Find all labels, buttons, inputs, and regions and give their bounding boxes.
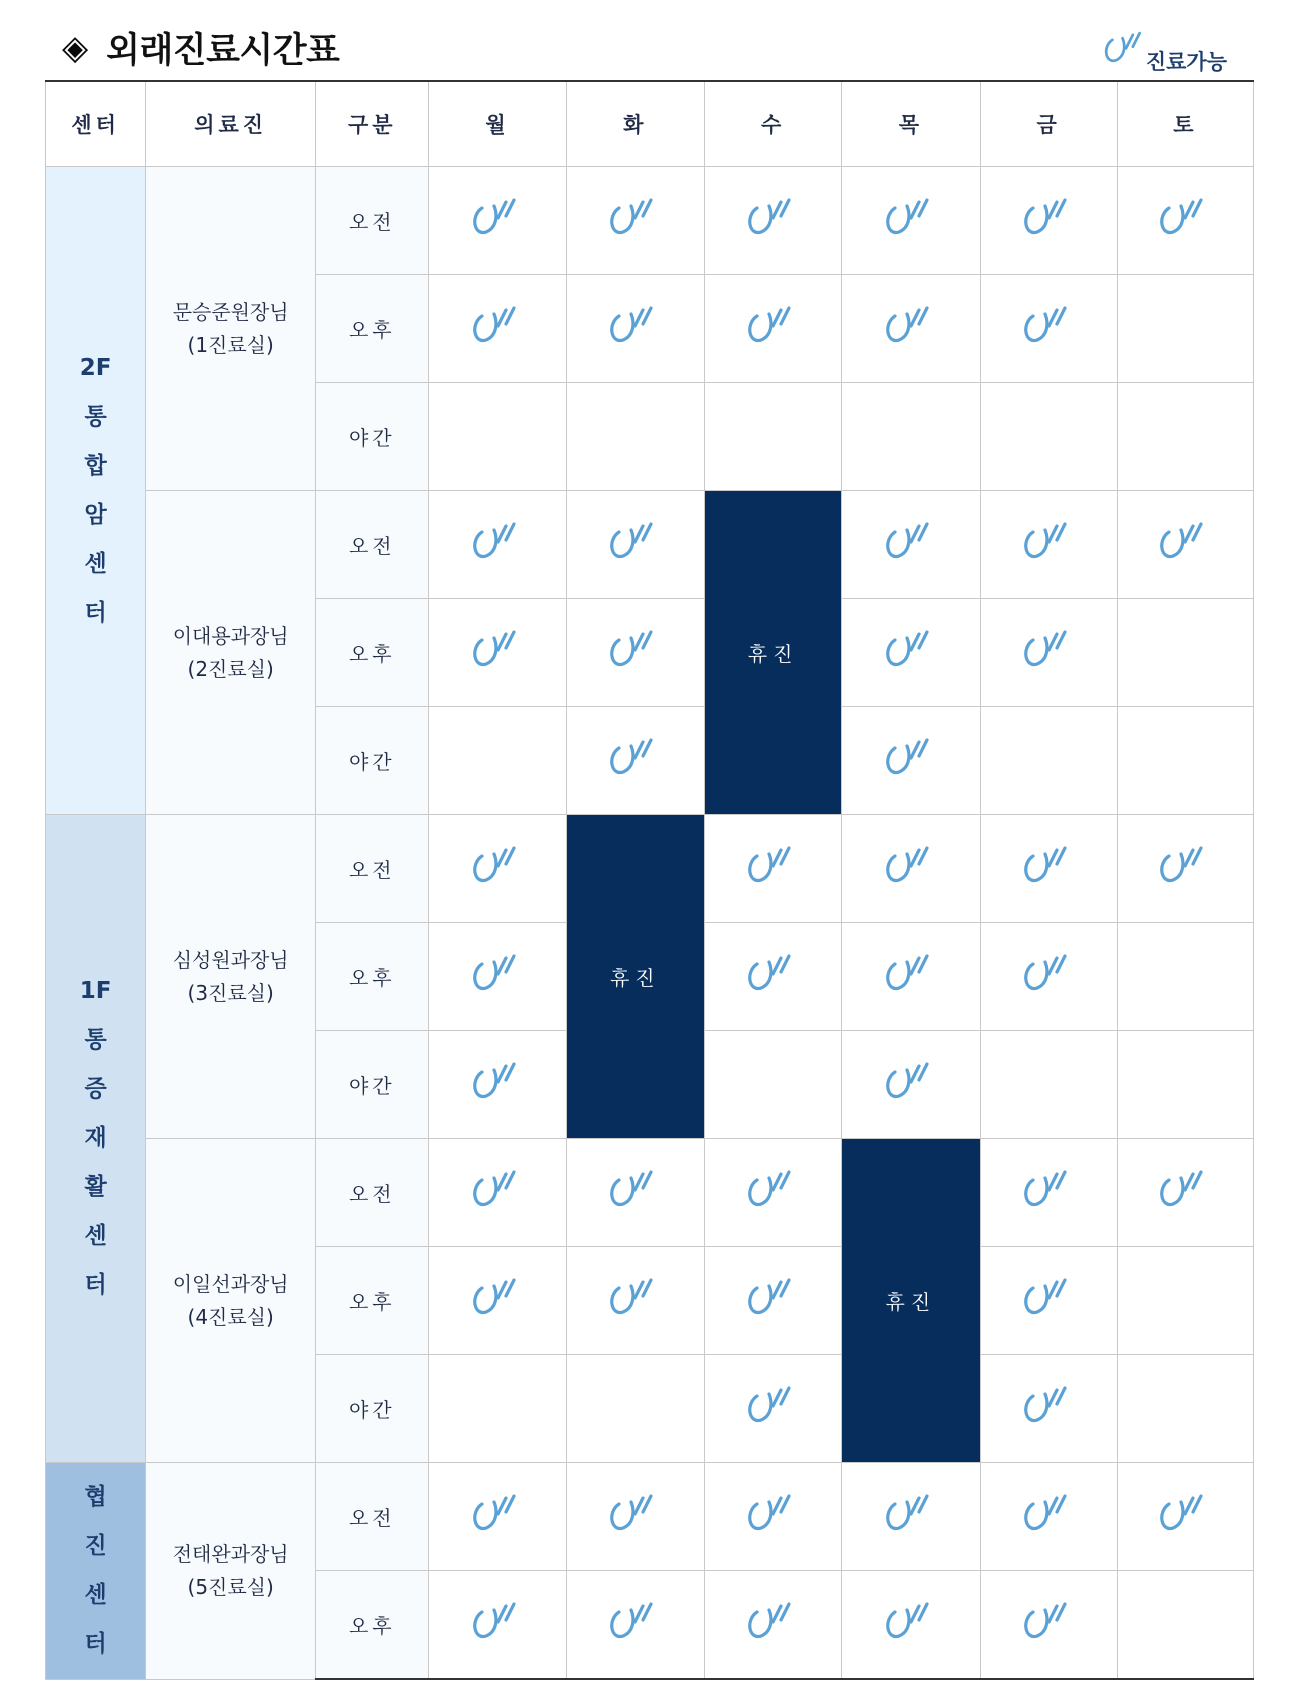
time-part-cell: 오후: [316, 923, 429, 1031]
center-name-char: 터: [84, 1272, 107, 1298]
time-part-cell: 야간: [316, 383, 429, 491]
empty-slot-cell: [980, 707, 1117, 815]
available-mark-icon: [743, 210, 803, 229]
available-mark-icon: [468, 1074, 528, 1093]
table-row: [46, 167, 1254, 275]
center-name-char: 통: [84, 403, 107, 430]
empty-slot-cell: [1117, 1571, 1253, 1680]
center-name-char: 합: [84, 452, 107, 479]
page-title: 외래진료시간표: [106, 31, 340, 71]
time-part-cell: 오전: [316, 1463, 429, 1571]
available-mark-icon: [605, 1182, 665, 1201]
column-header: 화: [566, 81, 704, 167]
available-mark-icon: [743, 966, 803, 985]
center-name-char: 센: [84, 1223, 107, 1249]
available-mark-icon: [605, 534, 665, 553]
available-mark-icon: [605, 1614, 665, 1633]
available-mark-icon: [468, 1182, 528, 1201]
available-slot-cell: [704, 167, 841, 275]
available-slot-cell: [980, 167, 1117, 275]
available-mark-icon: [1019, 318, 1079, 337]
available-slot-cell: [842, 707, 980, 815]
available-mark-icon: [1019, 642, 1079, 661]
doctor-name: 이일선과장님: [172, 1271, 289, 1296]
time-part-cell: 오후: [316, 1571, 429, 1680]
column-header: 수: [704, 81, 841, 167]
schedule-body: [46, 167, 1254, 1680]
available-mark-icon: [468, 858, 528, 877]
available-slot-cell: [704, 815, 841, 923]
available-slot-cell: [980, 815, 1117, 923]
doctor-name: 이대용과장님: [172, 623, 289, 648]
available-mark-icon: [881, 966, 941, 985]
available-mark-icon: [743, 1398, 803, 1417]
doctor-room: (4진료실): [187, 1304, 274, 1329]
available-slot-cell: [429, 1139, 566, 1247]
available-slot-cell: [429, 923, 566, 1031]
time-part-cell: 오후: [316, 275, 429, 383]
available-mark-icon: [743, 1614, 803, 1633]
available-mark-icon: [468, 210, 528, 229]
center-name-cell: [46, 815, 146, 1463]
available-mark-icon: [1155, 1506, 1215, 1525]
available-slot-cell: [980, 491, 1117, 599]
available-mark-icon: [881, 1074, 941, 1093]
empty-slot-cell: [1117, 1355, 1253, 1463]
diamond-bullet-icon: ◈: [62, 28, 89, 68]
available-slot-cell: [842, 491, 980, 599]
column-header: 센터: [46, 81, 146, 167]
available-slot-cell: [429, 167, 566, 275]
time-part-cell: 야간: [316, 1355, 429, 1463]
legend: [1098, 28, 1227, 78]
doctor-cell: [146, 815, 316, 1139]
time-part-cell: 야간: [316, 1031, 429, 1139]
available-mark-icon: [881, 534, 941, 553]
closed-day-cell: 휴진: [704, 491, 841, 815]
available-slot-cell: [429, 1463, 566, 1571]
available-slot-cell: [566, 599, 704, 707]
schedule-table: [45, 80, 1254, 1680]
available-slot-cell: [842, 599, 980, 707]
empty-slot-cell: [429, 383, 566, 491]
center-name-char: 터: [84, 1630, 107, 1657]
available-slot-cell: [980, 923, 1117, 1031]
doctor-cell: [146, 167, 316, 491]
available-mark-icon: [743, 1182, 803, 1201]
available-slot-cell: [429, 815, 566, 923]
center-name-char: 센: [84, 1581, 107, 1608]
time-part-cell: 오전: [316, 167, 429, 275]
available-slot-cell: [566, 275, 704, 383]
time-part-cell: 야간: [316, 707, 429, 815]
doctor-room: (5진료실): [187, 1574, 274, 1599]
available-slot-cell: [842, 815, 980, 923]
available-mark-icon: [1019, 1290, 1079, 1309]
center-name-cell: [46, 167, 146, 815]
empty-slot-cell: [566, 383, 704, 491]
empty-slot-cell: [1117, 599, 1253, 707]
available-slot-cell: [1117, 491, 1253, 599]
available-mark-icon: [605, 1290, 665, 1309]
time-part-cell: 오전: [316, 1139, 429, 1247]
available-slot-cell: [980, 1463, 1117, 1571]
time-part-cell: 오전: [316, 491, 429, 599]
available-slot-cell: [980, 1139, 1117, 1247]
available-slot-cell: [980, 599, 1117, 707]
available-mark-icon: [743, 1506, 803, 1525]
column-header: 목: [842, 81, 980, 167]
available-mark-icon: [1019, 1182, 1079, 1201]
empty-slot-cell: [1117, 275, 1253, 383]
available-slot-cell: [704, 1571, 841, 1680]
available-slot-cell: [566, 491, 704, 599]
available-slot-cell: [566, 1247, 704, 1355]
available-mark-icon: [1019, 1506, 1079, 1525]
available-mark-icon: [881, 642, 941, 661]
center-name-char: 1F: [79, 978, 112, 1004]
center-name-cell: [46, 1463, 146, 1680]
available-slot-cell: [704, 1139, 841, 1247]
available-slot-cell: [566, 1139, 704, 1247]
time-part-cell: 오후: [316, 1247, 429, 1355]
closed-day-cell: 휴진: [566, 815, 704, 1139]
empty-slot-cell: [1117, 1031, 1253, 1139]
empty-slot-cell: [429, 707, 566, 815]
center-name-char: 암: [84, 501, 107, 528]
available-mark-icon: [881, 858, 941, 877]
doctor-room: (1진료실): [187, 332, 274, 357]
available-slot-cell: [429, 275, 566, 383]
available-slot-cell: [1117, 167, 1253, 275]
available-mark-icon: [881, 1506, 941, 1525]
available-mark-icon: [1019, 210, 1079, 229]
column-header: 의료진: [146, 81, 316, 167]
available-slot-cell: [842, 1463, 980, 1571]
available-slot-cell: [980, 1355, 1117, 1463]
available-slot-cell: [429, 599, 566, 707]
available-slot-cell: [842, 1031, 980, 1139]
available-slot-cell: [566, 1463, 704, 1571]
available-mark-icon: [881, 318, 941, 337]
available-slot-cell: [566, 167, 704, 275]
available-slot-cell: [566, 707, 704, 815]
available-slot-cell: [980, 1571, 1117, 1680]
table-row: [46, 1463, 1254, 1571]
available-mark-icon: [605, 1506, 665, 1525]
column-header: 구분: [316, 81, 429, 167]
available-mark-icon: [468, 318, 528, 337]
doctor-cell: [146, 1139, 316, 1463]
doctor-cell: [146, 491, 316, 815]
available-mark-icon: [743, 1290, 803, 1309]
center-name-char: 2F: [79, 354, 112, 381]
available-slot-cell: [704, 1463, 841, 1571]
table-row: [46, 1139, 1254, 1247]
empty-slot-cell: [704, 1031, 841, 1139]
available-mark-icon: [881, 1614, 941, 1633]
available-slot-cell: [842, 275, 980, 383]
empty-slot-cell: [980, 1031, 1117, 1139]
empty-slot-cell: [566, 1355, 704, 1463]
center-name-char: 통: [84, 1027, 107, 1053]
column-header: 토: [1117, 81, 1253, 167]
available-slot-cell: [842, 1571, 980, 1680]
available-slot-cell: [704, 923, 841, 1031]
available-slot-cell: [1117, 1139, 1253, 1247]
available-mark-icon: [468, 642, 528, 661]
empty-slot-cell: [429, 1355, 566, 1463]
table-row: [46, 491, 1254, 599]
available-mark-icon: [468, 1290, 528, 1309]
available-slot-cell: [980, 1247, 1117, 1355]
doctor-name: 심성원과장님: [172, 947, 289, 972]
center-name-char: 활: [84, 1174, 107, 1200]
center-name-char: 협: [84, 1483, 107, 1510]
doctor-cell: [146, 1463, 316, 1680]
available-mark-icon: [1019, 966, 1079, 985]
available-slot-cell: [704, 1247, 841, 1355]
available-slot-cell: [842, 923, 980, 1031]
available-mark-icon: [605, 642, 665, 661]
available-mark-icon: [605, 318, 665, 337]
doctor-room: (3진료실): [187, 980, 274, 1005]
available-mark-icon: [1019, 534, 1079, 553]
available-mark-icon: [1155, 1182, 1215, 1201]
available-mark-icon: [743, 318, 803, 337]
available-slot-cell: [1117, 1463, 1253, 1571]
center-name-char: 터: [84, 599, 107, 626]
column-header: 월: [429, 81, 566, 167]
page-header: [62, 18, 339, 78]
available-mark-icon: [881, 750, 941, 769]
available-mark-icon: [468, 1614, 528, 1633]
available-slot-cell: [566, 1571, 704, 1680]
available-mark-icon: [1019, 858, 1079, 877]
doctor-room: (2진료실): [187, 656, 274, 681]
available-slot-cell: [980, 275, 1117, 383]
center-name-char: 재: [84, 1125, 107, 1151]
empty-slot-cell: [1117, 923, 1253, 1031]
available-mark-icon: [743, 858, 803, 877]
available-mark-icon: [605, 750, 665, 769]
empty-slot-cell: [1117, 383, 1253, 491]
doctor-name: 전태완과장님: [172, 1541, 289, 1566]
available-slot-cell: [429, 1571, 566, 1680]
empty-slot-cell: [1117, 707, 1253, 815]
available-mark-icon: [1019, 1614, 1079, 1633]
empty-slot-cell: [704, 383, 841, 491]
available-mark-icon: [605, 210, 665, 229]
available-slot-cell: [842, 167, 980, 275]
available-slot-cell: [429, 1247, 566, 1355]
available-slot-cell: [704, 275, 841, 383]
available-slot-cell: [704, 1355, 841, 1463]
table-row: [46, 815, 1254, 923]
center-name-char: 증: [84, 1076, 107, 1102]
available-mark-icon: [468, 1506, 528, 1525]
available-mark-icon: [468, 534, 528, 553]
header-row: [46, 81, 1254, 167]
available-slot-cell: [429, 491, 566, 599]
closed-day-cell: 휴진: [842, 1139, 980, 1463]
legend-label: 진료가능: [1145, 50, 1227, 74]
available-mark-icon: [881, 210, 941, 229]
available-mark-icon: [1019, 1398, 1079, 1417]
time-part-cell: 오후: [316, 599, 429, 707]
available-mark-icon: [1155, 210, 1215, 229]
available-mark-icon: [468, 966, 528, 985]
available-mark-icon: [1155, 858, 1215, 877]
empty-slot-cell: [1117, 1247, 1253, 1355]
available-slot-cell: [1117, 815, 1253, 923]
available-slot-cell: [429, 1031, 566, 1139]
column-header: 금: [980, 81, 1117, 167]
empty-slot-cell: [842, 383, 980, 491]
doctor-name: 문승준원장님: [172, 299, 289, 324]
empty-slot-cell: [980, 383, 1117, 491]
time-part-cell: 오전: [316, 815, 429, 923]
center-name-char: 센: [84, 550, 107, 577]
center-name-char: 진: [84, 1532, 107, 1559]
available-mark-icon: [1155, 534, 1215, 553]
